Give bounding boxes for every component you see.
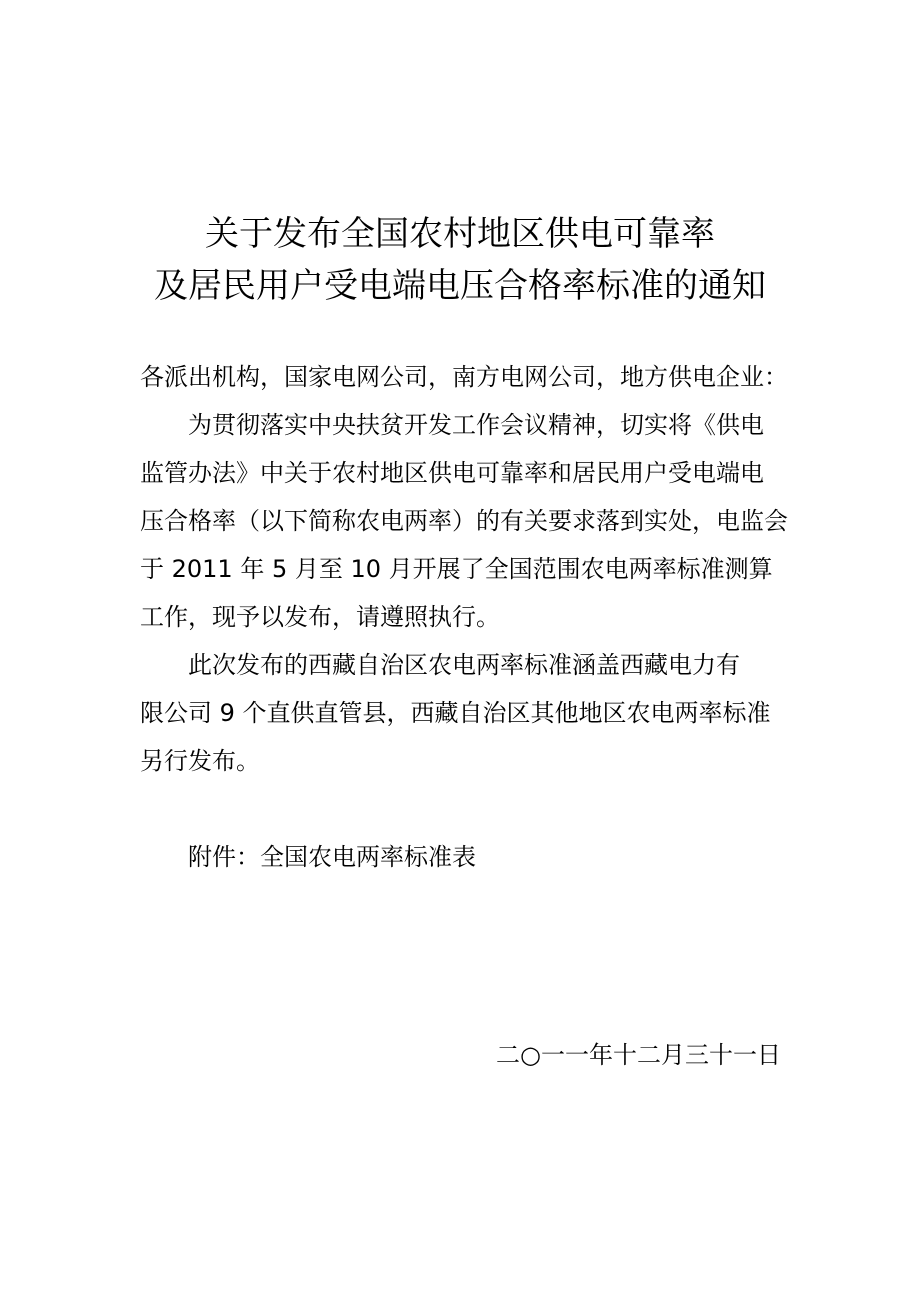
document-title-line-2: 及居民用户受电端电压合格率标准的通知 (154, 266, 766, 306)
paragraph-2-line-2: 限公司 9 个直供直管县，西藏自治区其他地区农电两率标准 (140, 699, 771, 727)
issue-date: 二○一一年十二月三十一日 (496, 1041, 781, 1069)
paragraph-1-line-2: 监管办法》中关于农村地区供电可靠率和居民用户受电端电 (140, 459, 764, 487)
paragraph-2-line-1: 此次发布的西藏自治区农电两率标准涵盖西藏电力有 (188, 651, 740, 679)
paragraph-2-line-3: 另行发布。 (140, 747, 260, 775)
paragraph-1-line-3: 压合格率（以下简称农电两率）的有关要求落到实处，电监会 (140, 507, 788, 535)
salutation: 各派出机构，国家电网公司，南方电网公司，地方供电企业： (140, 363, 788, 391)
document-title-line-1: 关于发布全国农村地区供电可靠率 (205, 214, 715, 254)
paragraph-1-line-5: 工作，现予以发布，请遵照执行。 (140, 603, 500, 631)
attachment-note: 附件：全国农电两率标准表 (188, 843, 476, 871)
paragraph-1-line-1: 为贯彻落实中央扶贫开发工作会议精神，切实将《供电 (188, 411, 764, 439)
paragraph-1-line-4: 于 2011 年 5 月至 10 月开展了全国范围农电两率标准测算 (140, 555, 773, 583)
